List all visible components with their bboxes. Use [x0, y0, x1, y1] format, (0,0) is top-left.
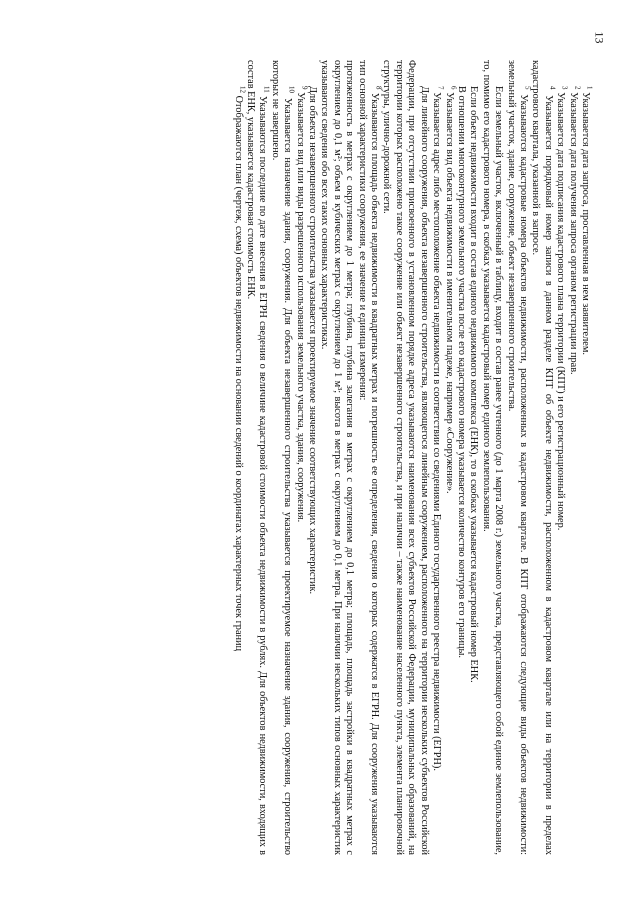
- footnote-3: [554, 60, 569, 855]
- footnote-text: Для объекта незавершенного строительства указывается проектируемое значение соответствующих характеристик.: [307, 86, 319, 595]
- footnote-mark: 7: [436, 86, 445, 90]
- footnote-text: Указываются площадь объекта недвижимости в квадратных метрах и погрешность ее определения, сведения о которых содержатся в ЕГРН. Для сооружения указываются тип основной характеристики сооружения, ее значение и единица измерения:: [356, 60, 381, 855]
- footnote-mark: 2: [573, 86, 582, 90]
- footnote-mark: 1: [585, 86, 594, 90]
- document-body: [31, 60, 594, 856]
- footnote-12: [231, 60, 247, 855]
- footnote-8: [355, 60, 383, 855]
- footnote-6: [442, 60, 457, 855]
- footnote-4: [529, 60, 557, 855]
- footnote-paragraph: [380, 60, 430, 855]
- footnote-text: Указывается адрес либо местоположение объекта недвижимости в соответствии со сведениями Единого государственного реестра недвижимости (ЕГРН).: [431, 92, 443, 771]
- footnote-text: Если земельный участок, включенный в таблицу, входит в состав ранее учтенного (до 1 марта 2008 г.) земельного участка, представляющего собой единое землепользование, то, помимо его кадастрового номера, в скобках указывается кадастровый номер единого землепользования.: [480, 60, 505, 855]
- footnote-mark: 4: [548, 86, 557, 90]
- footnote-11: [244, 60, 269, 855]
- footnote-text: Указывается назначение здания, сооружения. Для объекта незавершенного строительства указывается проектируемое назначение здания, сооружения, строительство которых не завершено.: [269, 60, 294, 856]
- footnote-text: протяженность в метрах с округлением до 1 метра; глубина, глубина залегания в метрах с округлением до 0,1 метра; площадь, площадь застройки в квадратных метрах с округлением до 0,1 м²; объем в кубических метрах с округлением до 1 м³; высота в метрах с округлением до 0,1 метра. При наличии нескольких типов основных характеристик указываются сведения обо всех таких основных характеристиках.: [319, 60, 356, 855]
- footnote-text: Если объект недвижимости входит в состав единого недвижимого комплекса (ЕНК), то в скобках указывается кадастровый номер ЕНК.: [468, 86, 480, 683]
- footnote-5: [504, 60, 532, 855]
- footnote-1: [579, 60, 594, 855]
- footnote-10: [268, 60, 296, 856]
- footnote-2: [566, 60, 582, 855]
- footnote-mark: 9: [300, 86, 309, 90]
- footnote-paragraph: [467, 60, 479, 855]
- footnote-text: Указывается дата подписания кадастрового плана территории (КПТ) и его регистрационный номер.: [555, 92, 567, 531]
- footnote-text: Указывается вид или виды разрешенного использования земельного участка, здания, сооружения.: [294, 92, 306, 523]
- footnote-text: Указывается дата запроса, проставленная в нем заявителем.: [580, 92, 591, 355]
- footnote-mark: 5: [523, 86, 532, 90]
- footnote-text: В отношении многоконтурного земельного участка после его кадастрового номера указывается количество контуров его границы.: [455, 86, 467, 659]
- footnote-paragraph: [306, 60, 318, 855]
- footnote-mark: 11: [262, 86, 271, 93]
- footnote-text: Для линейного сооружения, объекта незавершенного строительства, являющегося линейным сооружением, расположенного на территории нескольких субъектов Российской Федерации, при отсутствии присвоенного в установленном порядке адреса указываются наименования всех субъектов Российской Федерации, муниципальных образований, на территории которых расположено такое сооружение или объект незавершенного строительства, и при наличии – также наименование населенного пункта, элемента планировочной структуры, улично-дорожной сети.: [381, 60, 430, 855]
- footnote-paragraph: [318, 60, 355, 855]
- page-number: 13: [592, 31, 607, 44]
- footnote-mark: 12: [238, 86, 247, 93]
- footnote-text: Указывается вид объекта недвижимости в именительном падеже, например «Сооружение».: [443, 92, 455, 494]
- footnote-7: [430, 60, 445, 855]
- footnote-mark: 10: [287, 86, 296, 93]
- footnote-mark: 8: [374, 86, 383, 90]
- footnote-text: Указываются последние по дате внесения в ЕГРН сведения о величине кадастровой стоимости объекта недвижимости в рублях. Для объектов недвижимости, входящих в состав ЕНК, указывается кадастровая стоимость ЕНК.: [245, 60, 269, 855]
- footnote-text: Указывается дата получения запроса органом регистрации прав.: [567, 92, 579, 375]
- footnote-9: [293, 60, 309, 855]
- footnote-text: Указывается порядковый номер записи в данном разделе КПТ об объекте недвижимости, расположенном в кадастровом квартале или на территории в пределах кадастрового квартала, указанной в запросе.: [530, 60, 554, 855]
- footnote-paragraph: [455, 60, 467, 855]
- footnote-text: Указываются кадастровые номера объектов недвижимости, расположенных в кадастровом квартале. В КПТ отображаются следующие виды объектов недвижимости: земельный участок, здание, сооружение, объект незавершенного строительства.: [505, 60, 529, 855]
- footnote-text: Отображаются план (чертеж, схема) объектов недвижимости на основании сведений о координатах характерных точек границ: [232, 95, 244, 652]
- footnote-mark: 6: [448, 86, 457, 90]
- footnote-mark: 3: [560, 86, 569, 90]
- footnote-paragraph: [479, 60, 504, 855]
